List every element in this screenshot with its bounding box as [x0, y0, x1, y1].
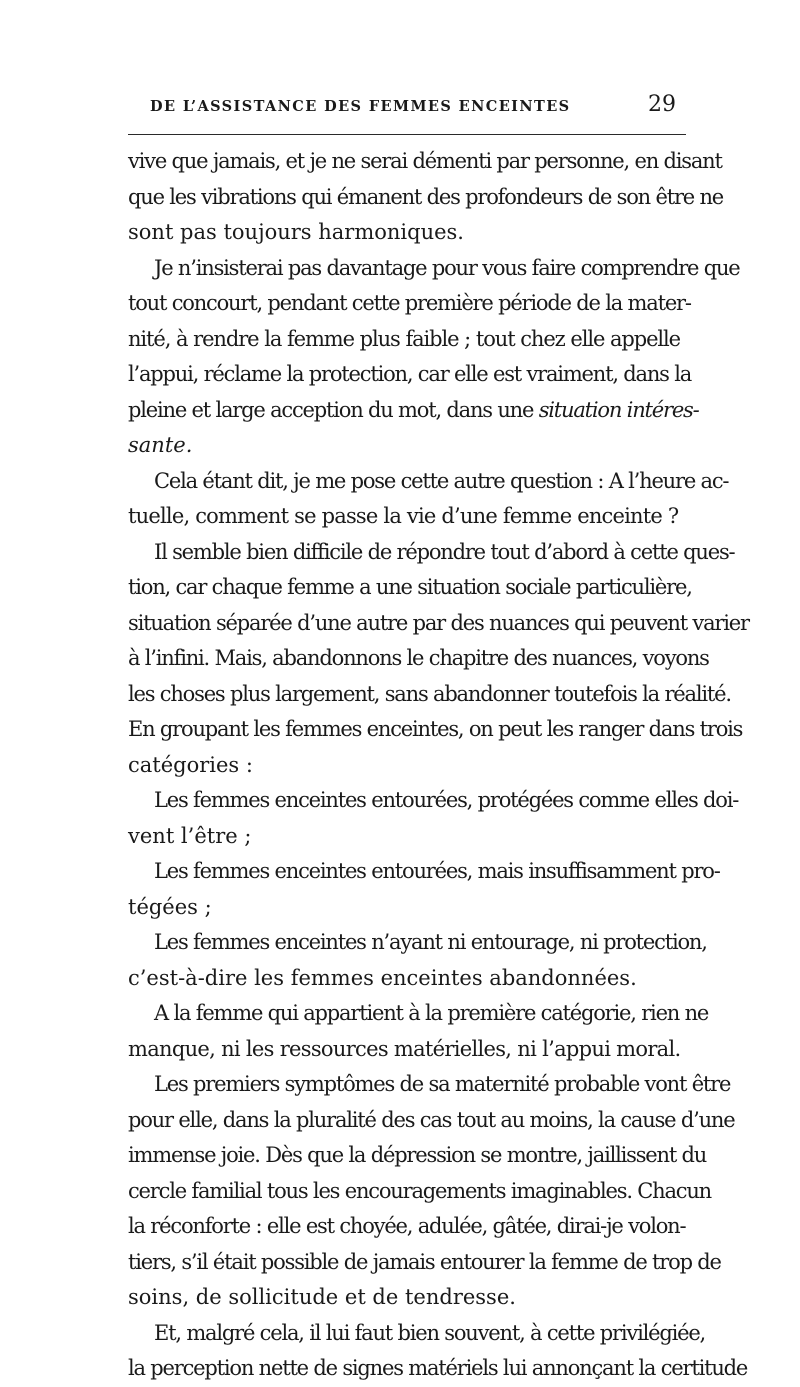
text-line: pour elle, dans la pluralité des cas tout au moins, la cause d’une [128, 1107, 735, 1132]
text-line: situation séparée d’une autre par des nuances qui peuvent varier [128, 610, 749, 635]
text-line: que les vibrations qui émanent des profondeurs de son être ne [128, 184, 724, 209]
text-segment: pleine et large acception du mot, dans une [128, 397, 534, 422]
text-line: Les femmes enceintes entourées, protégées comme elles doi- [154, 788, 739, 812]
text-line: Les premiers symptômes de sa maternité probable vont être [154, 1072, 731, 1096]
text-line: tuelle, comment se passe la vie d’une femme enceinte ? [128, 504, 679, 528]
text-line: soins, de sollicitude et de tendresse. [128, 1285, 516, 1309]
text-line: la réconforte : elle est choyée, adulée, gâtée, dirai-je volon- [128, 1214, 686, 1238]
text-line: Les femmes enceintes entourées, mais insuffisamment pro- [154, 859, 720, 883]
page-header [132, 92, 684, 126]
text-line: cercle familial tous les encouragements imaginables. Chacun [128, 1178, 711, 1203]
text-line: les choses plus largement, sans abandonner toutefois la réalité. [128, 681, 731, 706]
text-line: Il semble bien difficile de répondre tout d’abord à cette ques- [154, 539, 735, 564]
text-line: vive que jamais, et je ne serai démenti par personne, en disant [128, 149, 722, 173]
header-rule [128, 134, 686, 135]
text-line: nité, à rendre la femme plus faible ; tout chez elle appelle [128, 326, 680, 351]
text-line: l’appui, réclame la protection, car elle est vraiment, dans la [128, 362, 692, 386]
page-number: 29 [648, 92, 676, 117]
italic-segment: situation intéres- [538, 397, 699, 422]
text-line: tégées ; [128, 894, 212, 919]
text-line: sante. [128, 433, 193, 457]
text-line: c’est-à-dire les femmes enceintes abandonnées. [128, 965, 637, 990]
text-line: tout concourt, pendant cette première période de la mater- [128, 291, 691, 315]
text-line: à l’infini. Mais, abandonnons le chapitre des nuances, voyons [128, 646, 709, 670]
text-line: manque, ni les ressources matérielles, ni l’appui moral. [128, 1036, 681, 1061]
text-line: immense joie. Dès que la dépression se montre, jaillissent du [128, 1143, 707, 1167]
text-line: la perception nette de signes matériels lui annonçant la certitude [128, 1356, 748, 1380]
text-line: tiers, s’il était possible de jamais entourer la femme de trop de [128, 1249, 721, 1274]
text-line: sont pas toujours harmoniques. [128, 220, 464, 244]
running-title: DE L’ASSISTANCE DES FEMMES ENCEINTES [150, 98, 571, 115]
text-line: Les femmes enceintes n’ayant ni entourage, ni protection, [154, 930, 707, 954]
text-line: catégories : [128, 752, 253, 777]
text-line: En groupant les femmes enceintes, on peut les ranger dans trois [128, 717, 743, 741]
text-line: Cela étant dit, je me pose cette autre question : A l’heure ac- [154, 468, 729, 493]
body-text [128, 144, 749, 1387]
text-line [128, 393, 699, 429]
text-line: tion, car chaque femme a une situation sociale particulière, [128, 575, 692, 599]
text-line: A la femme qui appartient à la première catégorie, rien ne [154, 1001, 709, 1025]
text-line: Je n’insisterai pas davantage pour vous faire comprendre que [154, 255, 740, 280]
text-line: vent l’être ; [128, 823, 252, 848]
text-line: Et, malgré cela, il lui faut bien souvent, à cette privilégiée, [154, 1320, 706, 1345]
